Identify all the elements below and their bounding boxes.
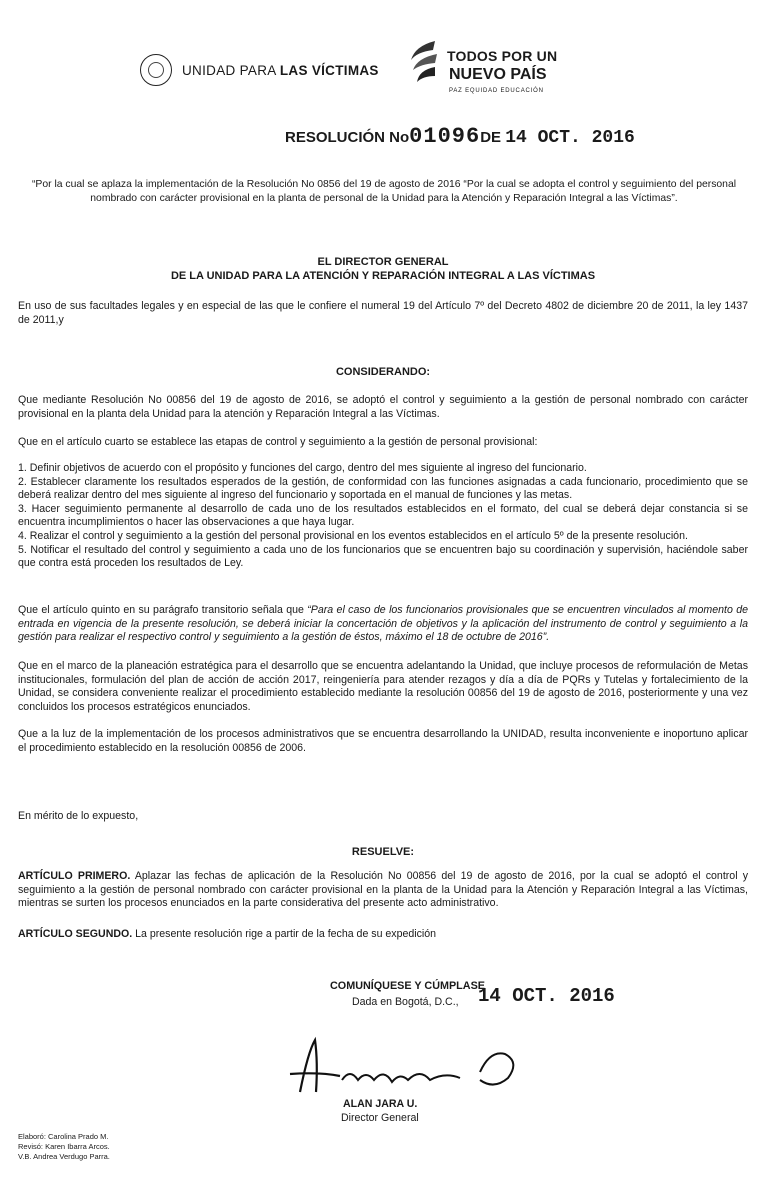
resolution-label: RESOLUCIÓN No (285, 129, 410, 146)
articulo-primero-text: Aplazar las fechas de aplicación de la Resolución No 00856 del 19 de agosto de 2016, por la cual se adoptó el control y seguimiento a la gestión de personal nombrado con carácter provisional en la planta de la Unidad para la Atención y Reparación Integral a las Víctimas, mientras se surten los procesos enunciados en la parte considerativa del presente acto administrativo. (18, 870, 748, 910)
footer-line: V.B. Andrea Verdugo Parra. (18, 1152, 110, 1161)
considerando-p3 (18, 604, 748, 645)
signatory-name: ALAN JARA U. (343, 1098, 418, 1110)
unidad-logo-text: UNIDAD PARA LAS VÍCTIMAS (182, 62, 379, 78)
resolution-number: 01096 (409, 124, 481, 149)
logo-line3: PAZ EQUIDAD EDUCACIÓN (449, 88, 544, 94)
articulo-segundo-text: La presente resolución rige a partir de la fecha de su expedición (132, 928, 437, 940)
authority-line2: DE LA UNIDAD PARA LA ATENCIÓN Y REPARACIÓN INTEGRAL A LAS VÍCTIMAS (170, 270, 596, 282)
closing-date: 14 OCT. 2016 (478, 985, 615, 1007)
signatory-title: Director General (341, 1112, 419, 1124)
closing-line2: Dada en Bogotá, D.C., (352, 996, 459, 1008)
considerando-p3-quote: “Para el caso de los funcionarios provisionales que se encuentren vinculados al momento de entrada en vigencia de la presente resolución, se deberá iniciar la concertación de objetivos y la aplicación del instrumento de control y seguimiento a la gestión para realizar el respectivo control y seguimiento a la gestión de éstos, máximo el 18 de octubre de 2016”. (18, 604, 748, 644)
considerando-p1: Que mediante Resolución No 00856 del 19 de agosto de 2016, se adoptó el control y seguimiento a la gestión de personal nombrado con carácter provisional en la planta dela Unidad para la atención y Reparación Integral a las Víctimas. (18, 394, 748, 420)
step-item: 4. Realizar el control y seguimiento a la gestión del personal provisional en los eventos establecidos en el artículo 5º de la presente resolución. (18, 529, 688, 542)
footer-line: Revisó: Karen Ibarra Arcos. (18, 1142, 110, 1151)
articulo-primero (18, 870, 748, 911)
steps-list (18, 462, 748, 571)
logo-line2: NUEVO PAÍS (449, 66, 547, 83)
powers-paragraph: En uso de sus facultades legales y en especial de las que le confiere el numeral 19 del Artículo 7º del Decreto 4802 de diciembre 20 de 2011, la ley 1437 de 2011,y (18, 300, 748, 326)
closing-line1: COMUNÍQUESE Y CÚMPLASE (330, 980, 485, 992)
merito-text: En mérito de lo expuesto, (18, 810, 139, 822)
step-item: 5. Notificar el resultado del control y seguimiento a cada uno de los funcionarios que se encuentren bajo su coordinación y supervisión, haciéndole saber que contra está proceden los resultados de Ley. (18, 543, 748, 570)
step-item: 3. Hacer seguimiento permanente al desarrollo de cada uno de los resultados establecidos en el formato, del cual se deberá dejar constancia si se encuentra incumplimientos o hacer las observaciones a que haya lugar. (18, 502, 748, 529)
step-item: 2. Establecer claramente los resultados esperados de la gestión, de conformidad con las funciones asignadas a cada funcionario, procedimiento que se deberá realizar dentro del mes siguiente al ingreso del funcionario y soportada en el manual de funciones y las metas. (18, 475, 748, 502)
footer-credits (18, 1132, 110, 1162)
authority-line1: EL DIRECTOR GENERAL (317, 256, 449, 268)
considerando-p3-lead: Que el artículo quinto en su parágrafo transitorio señala que (18, 604, 308, 616)
step-item: 1. Definir objetivos de acuerdo con el propósito y funciones del cargo, dentro del mes siguiente al ingreso del funcionario. (18, 462, 587, 474)
articulo-segundo (18, 928, 748, 942)
considerando-p5: Que a la luz de la implementación de los procesos administrativos que se encuentra desarrollando la UNIDAD, resulta inconveniente e inoportuno aplicar el procedimiento establecido en la resolución 00856 de 2006. (18, 728, 748, 754)
considerando-title: CONSIDERANDO: (335, 366, 431, 378)
articulo-segundo-label: ARTÍCULO SEGUNDO. (18, 928, 133, 940)
articulo-primero-label: ARTÍCULO PRIMERO. (18, 870, 131, 882)
considerando-p2: Que en el artículo cuarto se establece las etapas de control y seguimiento a la gestión de personal provisional: (18, 436, 538, 448)
considerando-p4: Que en el marco de la planeación estratégica para el desarrollo que se encuentra adelantando la Unidad, que incluye procesos de reformulación de Metas institucionales, formulación del plan de acción de acción 2017, reingeniería para atender rezagos y día a día de PQRs y Tutelas y fortalecimiento de la Unidad, se considera conveniente realizar el procedimiento establecido mediante la resolución 00856 del 19 de agosto de 2016, posteriormente y una vez concluidos los procesos estratégicos enunciados. (18, 660, 748, 713)
unidad-victimas-logo (140, 52, 380, 88)
todos-por-un-nuevo-pais-logo (405, 36, 565, 96)
resolution-date: 14 OCT. 2016 (505, 128, 635, 148)
intro-quote: “Por la cual se aplaza la implementación de la Resolución No 0856 del 19 de agosto de 2016 “Por la cual se adopta el control y seguimiento del personal nombrado con carácter provisional en la planta de personal de la Unidad para la Atención y Reparación Integral a las Víctimas”. (31, 179, 737, 204)
footer-line: Elaboró: Carolina Prado M. (18, 1132, 109, 1141)
resolution-de: DE (480, 129, 502, 146)
todos-por-un-nuevo-pais-mark-icon (405, 38, 443, 86)
logo-line1: TODOS POR UN (447, 48, 558, 64)
handwritten-signature (280, 1032, 530, 1102)
resuelve-title: RESUELVE: (351, 846, 415, 858)
resolution-line (285, 124, 635, 149)
colombia-coat-of-arms-icon (140, 54, 172, 86)
